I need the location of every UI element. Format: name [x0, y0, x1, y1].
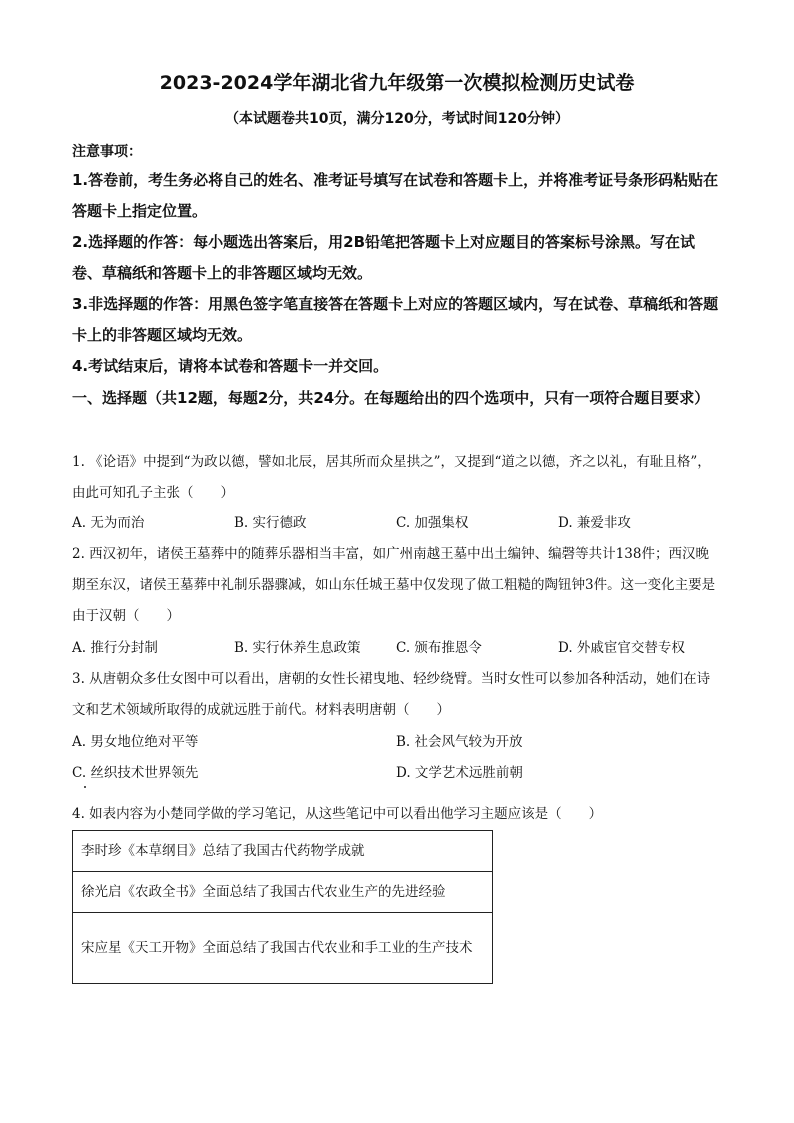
section-heading: 一、选择题（共12题，每题2分，共24分。在每题给出的四个选项中，只有一项符合题目要求）	[72, 389, 710, 407]
question-2-option-b[interactable]: B. 实行休养生息政策	[234, 640, 361, 656]
question-4-stem: 4. 如表内容为小楚同学做的学习笔记，从这些笔记中可以看出他学习主题应该是（ ）	[72, 806, 603, 822]
question-2-option-c[interactable]: C. 颁布推恩令	[396, 640, 482, 656]
question-3-option-b[interactable]: B. 社会风气较为开放	[396, 734, 523, 750]
question-2-stem: 2. 西汉初年，诸侯王墓葬中的随葬乐器相当丰富，如广州南越王墓中出土编钟、编磬等共计138件；西汉晚期至东汉，诸侯王墓葬中礼制乐器骤减，如山东任城王墓中仅发现了做工粗糙的陶钮钟3件。这一变化主要是由于汉朝（ ）	[72, 546, 716, 624]
question-3-option-c[interactable]: C. 丝织技术世界领先	[72, 765, 199, 781]
question-2-option-a[interactable]: A. 推行分封制	[72, 640, 158, 656]
notice-heading: 注意事项：	[72, 144, 142, 160]
question-1-option-d[interactable]: D. 兼爱非攻	[558, 515, 631, 531]
question-1-option-b[interactable]: B. 实行德政	[234, 515, 307, 531]
notice-item-3: 3.非选择题的作答：用黑色签字笔直接答在答题卡上对应的答题区域内，写在试卷、草稿纸和答题卡上的非答题区域均无效。	[72, 295, 719, 344]
table-row	[73, 872, 493, 913]
question-3-option-d[interactable]: D. 文学艺术远胜前朝	[396, 765, 523, 781]
question-1-options	[72, 508, 722, 539]
notice-item-1: 1.答卷前，考生务必将自己的姓名、准考证号填写在试卷和答题卡上，并将准考证号条形码粘贴在答题卡上指定位置。	[72, 171, 719, 220]
stray-mark	[84, 786, 86, 788]
table-row	[73, 831, 493, 872]
question-3-options-row-1	[72, 727, 722, 758]
exam-title: 2023-2024学年湖北省九年级第一次模拟检测历史试卷	[159, 72, 635, 94]
table-cell: 徐光启《农政全书》全面总结了我国古代农业生产的先进经验	[73, 872, 493, 913]
question-1-option-a[interactable]: A. 无为而治	[72, 515, 145, 531]
question-3-option-a[interactable]: A. 男女地位绝对平等	[72, 734, 199, 750]
question-1-option-c[interactable]: C. 加强集权	[396, 515, 469, 531]
question-1-stem: 1. 《论语》中提到“为政以德，譬如北辰，居其所而众星拱之”，又提到“道之以德，齐之以礼，有耻且格”，由此可知孔子主张（ ）	[72, 454, 711, 501]
question-3-options-row-2	[72, 758, 722, 789]
notice-item-4: 4.考试结束后，请将本试卷和答题卡一并交回。	[72, 357, 389, 375]
table-row	[73, 913, 493, 984]
study-notes-table	[72, 830, 493, 984]
question-3-stem: 3. 从唐朝众多仕女图中可以看出，唐朝的女性长裙曳地、轻纱绕臂。当时女性可以参加各种活动，她们在诗文和艺术领域所取得的成就远胜于前代。材料表明唐朝（ ）	[72, 671, 711, 718]
exam-subtitle: （本试题卷共10页，满分120分，考试时间120分钟）	[225, 111, 569, 127]
question-2-option-d[interactable]: D. 外戚宦官交替专权	[558, 640, 685, 656]
question-2-options	[72, 633, 722, 664]
notice-item-2: 2.选择题的作答：每小题选出答案后，用2B铅笔把答题卡上对应题目的答案标号涂黑。写在试卷、草稿纸和答题卡上的非答题区域均无效。	[72, 233, 696, 282]
table-cell: 李时珍《本草纲目》总结了我国古代药物学成就	[73, 831, 493, 872]
table-cell: 宋应星《天工开物》全面总结了我国古代农业和手工业的生产技术	[73, 913, 493, 984]
